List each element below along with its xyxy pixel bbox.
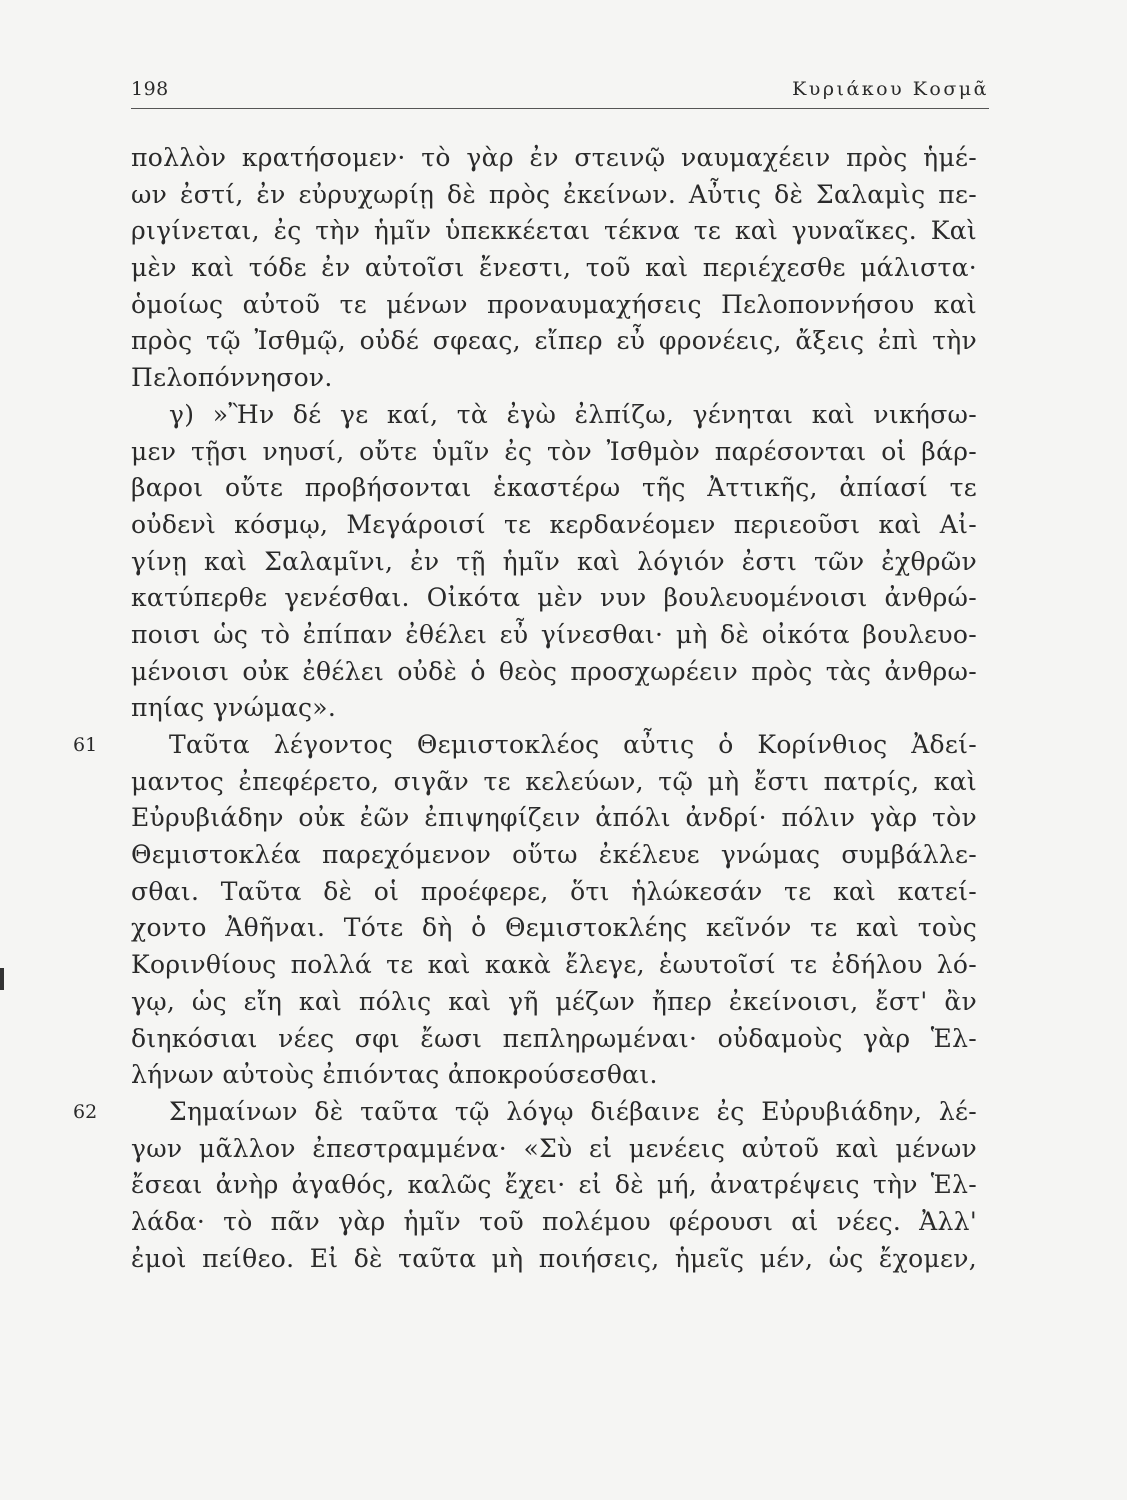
page-number: 198 bbox=[131, 78, 169, 100]
text-line: γῳ, ὡς εἴη καὶ πόλις καὶ γῆ μέζων ἤπερ ἐκείνοισι, ἔστ' ἂν bbox=[131, 986, 977, 1016]
text-line: χοντο Ἀθῆναι. Τότε δὴ ὁ Θεμιστοκλέης κεῖνόν τε καὶ τοὺς bbox=[131, 913, 977, 943]
text-line: πολλὸν κρατήσομεν· τὸ γὰρ ἐν στεινῷ ναυμαχέειν πρὸς ἡμέ- bbox=[131, 143, 977, 172]
text-line: Πελοπόννησον. bbox=[131, 363, 333, 393]
text-line: μὲν καὶ τόδε ἐν αὐτοῖσι ἔνεστι, τοῦ καὶ περιέχεσθε μάλιστα· bbox=[131, 253, 977, 283]
text-line: γ) »Ἢν δέ γε καί, τὰ ἐγὼ ἐλπίζω, γένηται καὶ νικήσω- bbox=[169, 399, 977, 429]
text-line: μαντος ἐπεφέρετο, σιγᾶν τε κελεύων, τῷ μὴ ἔστι πατρίς, καὶ bbox=[131, 766, 977, 796]
page-header bbox=[131, 72, 989, 108]
text-line: Θεμιστοκλέα παρεχόμενον οὕτω ἐκέλευε γνώμας συμβάλλε- bbox=[131, 840, 977, 870]
text-line: λάδα· τὸ πᾶν γὰρ ἡμῖν τοῦ πολέμου φέρουσι αἱ νέες. Ἀλλ' bbox=[131, 1206, 977, 1236]
text-line: ἐμοὶ πείθεο. Εἰ δὲ ταῦτα μὴ ποιήσεις, ἡμεῖς μέν, ὡς ἔχομεν, bbox=[131, 1243, 977, 1273]
text-line: γίνῃ καὶ Σαλαμῖνι, ἐν τῇ ἡμῖν καὶ λόγιόν ἐστι τῶν ἐχθρῶν bbox=[131, 546, 977, 576]
text-line: λήνων αὐτοὺς ἐπιόντας ἀποκρούσεσθαι. bbox=[131, 1060, 658, 1090]
binding-mark bbox=[0, 968, 4, 990]
section-number: 62 bbox=[73, 1100, 98, 1123]
body-text bbox=[73, 140, 977, 1277]
text-line: διηκόσιαι νέες σφι ἔωσι πεπληρωμέναι· οὐδαμοὺς γὰρ Ἑλ- bbox=[131, 1023, 977, 1053]
text-line: Εὐρυβιάδην οὐκ ἐῶν ἐπιψηφίζειν ἀπόλι ἀνδρί· πόλιν γὰρ τὸν bbox=[131, 803, 977, 833]
text-line: κατύπερθε γενέσθαι. Οἰκότα μὲν νυν βουλευομένοισι ἀνθρώ- bbox=[131, 583, 977, 613]
text-line: γων μᾶλλον ἐπεστραμμένα· «Σὺ εἰ μενέεις αὐτοῦ καὶ μένων bbox=[131, 1133, 977, 1163]
text-line: μένοισι οὐκ ἐθέλει οὐδὲ ὁ θεὸς προσχωρέειν πρὸς τὰς ἀνθρω- bbox=[131, 656, 977, 686]
section-number: 61 bbox=[73, 734, 98, 756]
text-line: ποισι ὡς τὸ ἐπίπαν ἐθέλει εὖ γίνεσθαι· μὴ δὲ οἰκότα βουλευο- bbox=[131, 619, 977, 649]
text-line: πηίας γνώμας». bbox=[131, 693, 337, 723]
text-line: ἔσεαι ἀνὴρ ἀγαθός, καλῶς ἔχει· εἰ δὲ μή, ἀνατρέψεις τὴν Ἑλ- bbox=[131, 1170, 977, 1200]
text-line: μεν τῇσι νηυσί, οὔτε ὑμῖν ἐς τὸν Ἰσθμὸν παρέσονται οἱ βάρ- bbox=[131, 436, 977, 466]
text-line: ριγίνεται, ἐς τὴν ἡμῖν ὑπεκκέεται τέκνα τε καὶ γυναῖκες. Καὶ bbox=[131, 216, 977, 246]
text-line: 61 Ταῦτα λέγοντος Θεμιστοκλέος αὖτις ὁ Κορίνθιος Ἀδεί- bbox=[131, 727, 977, 764]
text-line: ων ἐστί, ἐν εὐρυχωρίῃ δὲ πρὸς ἐκείνων. Αὖτις δὲ Σαλαμὶς πε- bbox=[131, 179, 977, 209]
text-line: Κορινθίους πολλά τε καὶ κακὰ ἔλεγε, ἑωυτοῖσί τε ἐδήλου λό- bbox=[131, 950, 977, 980]
text-line: ὁμοίως αὐτοῦ τε μένων προναυμαχήσεις Πελοποννήσου καὶ bbox=[131, 289, 977, 319]
text-line: πρὸς τῷ Ἰσθμῷ, οὐδέ σφεας, εἴπερ εὖ φρονέεις, ἄξεις ἐπὶ τὴν bbox=[131, 326, 977, 356]
text-line: οὐδενὶ κόσμῳ, Μεγάροισί τε κερδανέομεν περιεοῦσι καὶ Αἰ- bbox=[131, 509, 977, 539]
text-line: βαροι οὔτε προβήσονται ἑκαστέρω τῆς Ἀττικῆς, ἀπίασί τε bbox=[131, 473, 977, 503]
running-head: Κυριάκου Κοσμᾶ bbox=[792, 78, 989, 100]
text-line: 62 Σημαίνων δὲ ταῦτα τῷ λόγῳ διέβαινε ἐς Εὐρυβιάδην, λέ- bbox=[131, 1094, 977, 1131]
text-line: σθαι. Ταῦτα δὲ οἱ προέφερε, ὅτι ἡλώκεσάν τε καὶ κατεί- bbox=[131, 876, 977, 906]
header-rule bbox=[131, 108, 989, 109]
